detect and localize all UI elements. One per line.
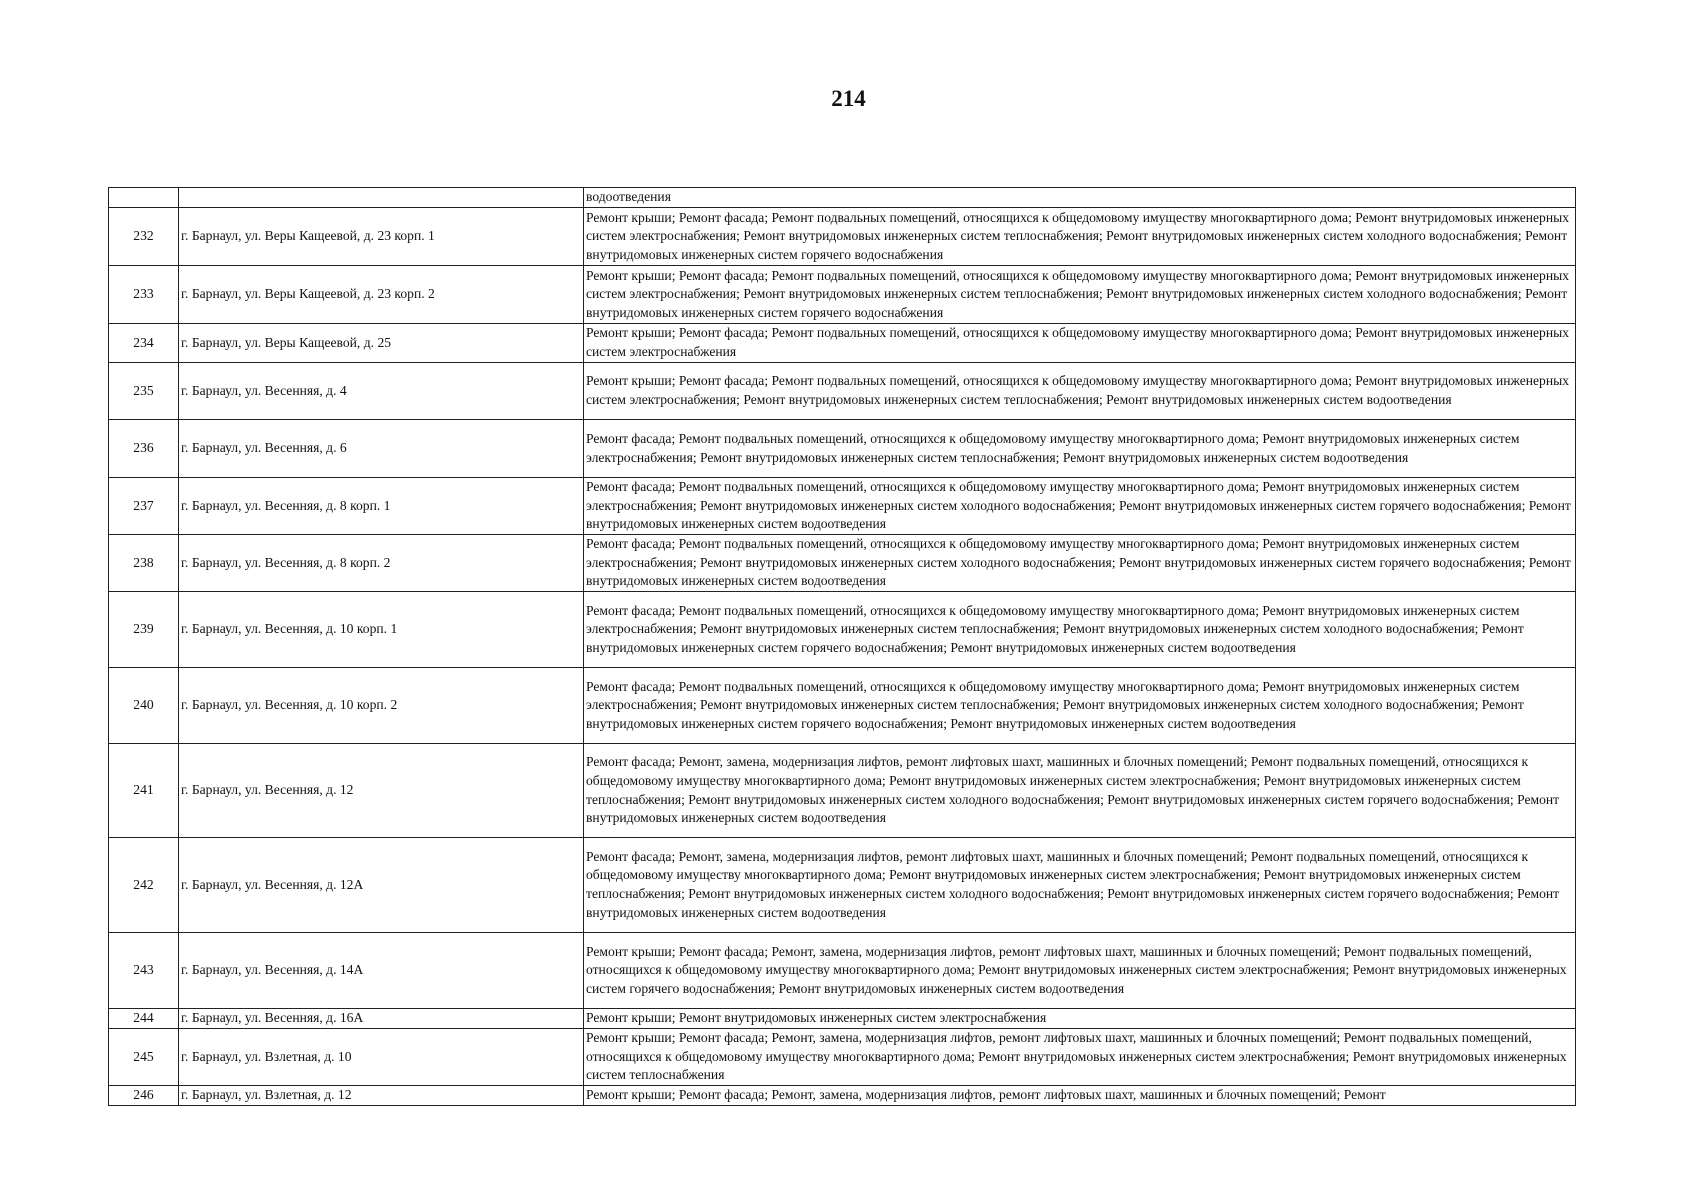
table-row xyxy=(109,1086,1576,1106)
row-works: Ремонт крыши; Ремонт фасада; Ремонт подвальных помещений, относящихся к общедомовому имуществу многоквартирного дома; Ремонт внутридомовых инженерных систем электроснабжения; Ремонт внутридомовых инженерных систем теплоснабжения; Ремонт внутридомовых инженерных систем холодного водоснабжения; Ремонт внутридомовых инженерных систем горячего водоснабжения xyxy=(584,266,1576,324)
row-works: Ремонт крыши; Ремонт фасада; Ремонт, замена, модернизация лифтов, ремонт лифтовых шахт, машинных и блочных помещений; Ремонт подвальных помещений, относящихся к общедомовому имуществу многоквартирного дома; Ремонт внутридомовых инженерных систем электроснабжения; Ремонт внутридомовых инженерных систем теплоснабжения xyxy=(584,1029,1576,1086)
row-number: 238 xyxy=(109,535,179,592)
row-works: Ремонт фасада; Ремонт подвальных помещений, относящихся к общедомовому имуществу многоквартирного дома; Ремонт внутридомовых инженерных систем электроснабжения; Ремонт внутридомовых инженерных систем теплоснабжения; Ремонт внутридомовых инженерных систем холодного водоснабжения; Ремонт внутридомовых инженерных систем горячего водоснабжения; Ремонт внутридомовых инженерных систем водоотведения xyxy=(584,668,1576,744)
table-row xyxy=(109,744,1576,838)
row-address: г. Барнаул, ул. Весенняя, д. 10 корп. 1 xyxy=(179,592,584,668)
table-row xyxy=(109,208,1576,266)
row-number: 244 xyxy=(109,1009,179,1029)
row-number: 240 xyxy=(109,668,179,744)
row-address xyxy=(179,188,584,208)
row-works: Ремонт крыши; Ремонт фасада; Ремонт подвальных помещений, относящихся к общедомовому имуществу многоквартирного дома; Ремонт внутридомовых инженерных систем электроснабжения xyxy=(584,324,1576,363)
row-works: Ремонт фасада; Ремонт подвальных помещений, относящихся к общедомовому имуществу многоквартирного дома; Ремонт внутридомовых инженерных систем электроснабжения; Ремонт внутридомовых инженерных систем холодного водоснабжения; Ремонт внутридомовых инженерных систем горячего водоснабжения; Ремонт внутридомовых инженерных систем водоотведения xyxy=(584,478,1576,535)
row-works: Ремонт крыши; Ремонт внутридомовых инженерных систем электроснабжения xyxy=(584,1009,1576,1029)
row-number: 242 xyxy=(109,838,179,933)
table-row xyxy=(109,1029,1576,1086)
row-works: Ремонт фасада; Ремонт, замена, модернизация лифтов, ремонт лифтовых шахт, машинных и блочных помещений; Ремонт подвальных помещений, относящихся к общедомовому имуществу многоквартирного дома; Ремонт внутридомовых инженерных систем электроснабжения; Ремонт внутридомовых инженерных систем теплоснабжения; Ремонт внутридомовых инженерных систем холодного водоснабжения; Ремонт внутридомовых инженерных систем горячего водоснабжения; Ремонт внутридомовых инженерных систем водоотведения xyxy=(584,744,1576,838)
table-row xyxy=(109,933,1576,1009)
row-number: 233 xyxy=(109,266,179,324)
table-row xyxy=(109,266,1576,324)
row-works: Ремонт крыши; Ремонт фасада; Ремонт подвальных помещений, относящихся к общедомовому имуществу многоквартирного дома; Ремонт внутридомовых инженерных систем электроснабжения; Ремонт внутридомовых инженерных систем теплоснабжения; Ремонт внутридомовых инженерных систем холодного водоснабжения; Ремонт внутридомовых инженерных систем горячего водоснабжения xyxy=(584,208,1576,266)
row-address: г. Барнаул, ул. Взлетная, д. 10 xyxy=(179,1029,584,1086)
table-row xyxy=(109,592,1576,668)
row-address: г. Барнаул, ул. Веры Кащеевой, д. 23 корп. 1 xyxy=(179,208,584,266)
row-address: г. Барнаул, ул. Весенняя, д. 16А xyxy=(179,1009,584,1029)
works-table xyxy=(108,187,1576,1106)
row-works: водоотведения xyxy=(584,188,1576,208)
row-number: 246 xyxy=(109,1086,179,1106)
row-address: г. Барнаул, ул. Весенняя, д. 4 xyxy=(179,363,584,420)
table-row xyxy=(109,420,1576,478)
table-row xyxy=(109,478,1576,535)
row-address: г. Барнаул, ул. Весенняя, д. 8 корп. 1 xyxy=(179,478,584,535)
works-table-body xyxy=(109,188,1576,1106)
row-address: г. Барнаул, ул. Весенняя, д. 12 xyxy=(179,744,584,838)
row-address: г. Барнаул, ул. Взлетная, д. 12 xyxy=(179,1086,584,1106)
row-address: г. Барнаул, ул. Весенняя, д. 6 xyxy=(179,420,584,478)
table-row xyxy=(109,535,1576,592)
row-address: г. Барнаул, ул. Весенняя, д. 14А xyxy=(179,933,584,1009)
row-number: 237 xyxy=(109,478,179,535)
row-number xyxy=(109,188,179,208)
table-row xyxy=(109,363,1576,420)
row-works: Ремонт крыши; Ремонт фасада; Ремонт, замена, модернизация лифтов, ремонт лифтовых шахт, машинных и блочных помещений; Ремонт подвальных помещений, относящихся к общедомовому имуществу многоквартирного дома; Ремонт внутридомовых инженерных систем электроснабжения; Ремонт внутридомовых инженерных систем горячего водоснабжения; Ремонт внутридомовых инженерных систем водоотведения xyxy=(584,933,1576,1009)
row-number: 245 xyxy=(109,1029,179,1086)
table-row xyxy=(109,324,1576,363)
row-number: 241 xyxy=(109,744,179,838)
table-row-continuation xyxy=(109,188,1576,208)
row-works: Ремонт фасада; Ремонт подвальных помещений, относящихся к общедомовому имуществу многоквартирного дома; Ремонт внутридомовых инженерных систем электроснабжения; Ремонт внутридомовых инженерных систем теплоснабжения; Ремонт внутридомовых инженерных систем холодного водоснабжения; Ремонт внутридомовых инженерных систем горячего водоснабжения; Ремонт внутридомовых инженерных систем водоотведения xyxy=(584,592,1576,668)
row-number: 236 xyxy=(109,420,179,478)
row-address: г. Барнаул, ул. Весенняя, д. 12А xyxy=(179,838,584,933)
table-row xyxy=(109,668,1576,744)
row-works: Ремонт крыши; Ремонт фасада; Ремонт, замена, модернизация лифтов, ремонт лифтовых шахт, машинных и блочных помещений; Ремонт xyxy=(584,1086,1576,1106)
row-address: г. Барнаул, ул. Веры Кащеевой, д. 25 xyxy=(179,324,584,363)
row-number: 235 xyxy=(109,363,179,420)
row-number: 243 xyxy=(109,933,179,1009)
row-address: г. Барнаул, ул. Веры Кащеевой, д. 23 корп. 2 xyxy=(179,266,584,324)
row-works: Ремонт крыши; Ремонт фасада; Ремонт подвальных помещений, относящихся к общедомовому имуществу многоквартирного дома; Ремонт внутридомовых инженерных систем электроснабжения; Ремонт внутридомовых инженерных систем теплоснабжения; Ремонт внутридомовых инженерных систем водоотведения xyxy=(584,363,1576,420)
row-works: Ремонт фасада; Ремонт подвальных помещений, относящихся к общедомовому имуществу многоквартирного дома; Ремонт внутридомовых инженерных систем электроснабжения; Ремонт внутридомовых инженерных систем холодного водоснабжения; Ремонт внутридомовых инженерных систем горячего водоснабжения; Ремонт внутридомовых инженерных систем водоотведения xyxy=(584,535,1576,592)
row-address: г. Барнаул, ул. Весенняя, д. 8 корп. 2 xyxy=(179,535,584,592)
row-works: Ремонт фасада; Ремонт подвальных помещений, относящихся к общедомовому имуществу многоквартирного дома; Ремонт внутридомовых инженерных систем электроснабжения; Ремонт внутридомовых инженерных систем теплоснабжения; Ремонт внутридомовых инженерных систем водоотведения xyxy=(584,420,1576,478)
table-row xyxy=(109,1009,1576,1029)
page-number: 214 xyxy=(831,86,866,111)
row-number: 234 xyxy=(109,324,179,363)
row-number: 232 xyxy=(109,208,179,266)
row-number: 239 xyxy=(109,592,179,668)
row-works: Ремонт фасада; Ремонт, замена, модернизация лифтов, ремонт лифтовых шахт, машинных и блочных помещений; Ремонт подвальных помещений, относящихся к общедомовому имуществу многоквартирного дома; Ремонт внутридомовых инженерных систем электроснабжения; Ремонт внутридомовых инженерных систем теплоснабжения; Ремонт внутридомовых инженерных систем холодного водоснабжения; Ремонт внутридомовых инженерных систем горячего водоснабжения; Ремонт внутридомовых инженерных систем водоотведения xyxy=(584,838,1576,933)
table-row xyxy=(109,838,1576,933)
row-address: г. Барнаул, ул. Весенняя, д. 10 корп. 2 xyxy=(179,668,584,744)
